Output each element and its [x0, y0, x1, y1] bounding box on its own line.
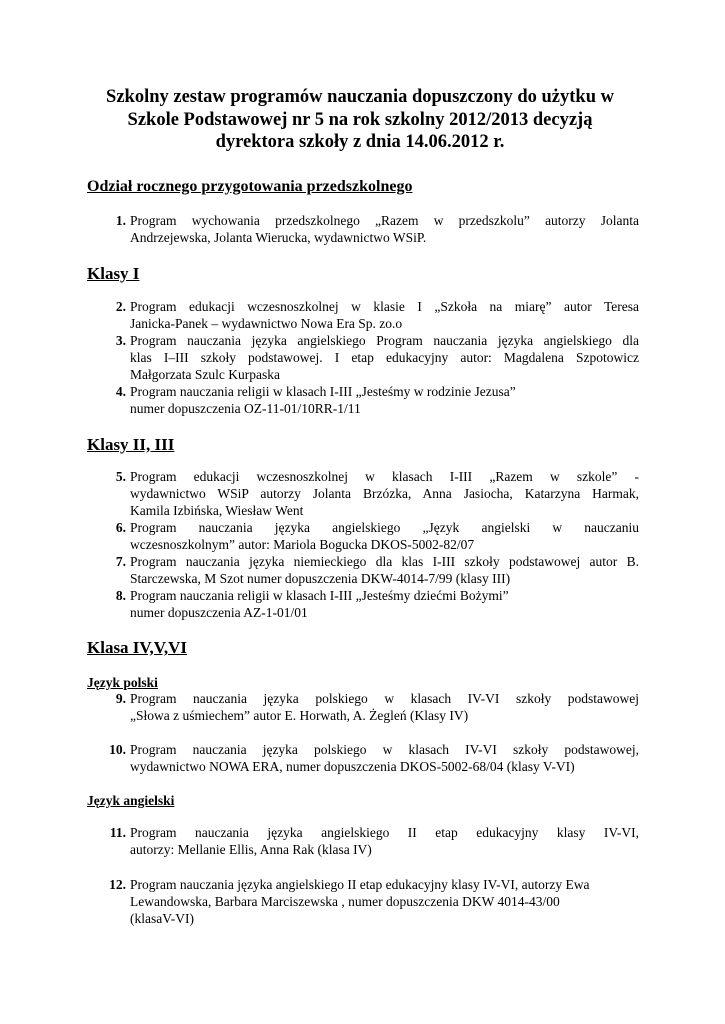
item-line: Program nauczania języka angielskiego II etap edukacyjny klasy IV-VI, autorzy Ewa — [130, 877, 590, 892]
section-heading-preschool: Odział rocznego przygotowania przedszkolnego — [87, 178, 413, 195]
item-line: (klasaV-VI) — [130, 911, 194, 927]
title-line-3: dyrektora szkoły z dnia 14.06.2012 r. — [215, 132, 505, 152]
list-item — [102, 519, 639, 553]
list-item — [102, 468, 639, 520]
list-item — [102, 741, 639, 775]
title-line-1: Szkolny zestaw programów nauczania dopuszczony do użytku w — [106, 87, 614, 107]
item-number: 2. — [115, 299, 126, 314]
item-line: Kamila Izbińska, Wiesław Went — [130, 503, 304, 519]
item-number: 5. — [115, 469, 126, 484]
item-number: 6. — [115, 520, 126, 535]
item-line: wydawnictwo NOWA ERA, numer dopuszczenia DKOS-5002-68/04 (klasy V-VI) — [130, 759, 575, 775]
subsection-heading-jezyk-polski: Język polski — [87, 675, 158, 690]
subsection-heading-jezyk-angielski: Język angielski — [87, 793, 175, 808]
item-number: 4. — [115, 384, 126, 399]
item-line: Lewandowska, Barbara Marciszewska , numer dopuszczenia DKW 4014-43/00 — [130, 894, 560, 910]
item-line: wydawnictwo WSiP autorzy Jolanta Brzózka, Anna Jasiocha, Katarzyna Harmak, — [130, 486, 639, 502]
item-number: 7. — [115, 554, 126, 569]
list-item — [102, 553, 639, 587]
section-heading-klasy-i: Klasy I — [87, 264, 140, 283]
item-line: Janicka-Panek – wydawnictwo Nowa Era Sp. zo.o — [130, 316, 403, 332]
item-number: 10. — [109, 742, 126, 757]
list-item — [102, 212, 639, 246]
item-line: Starczewska, M Szot numer dopuszczenia DKW-4014-7/99 (klasy III) — [130, 571, 511, 587]
document-title — [60, 86, 660, 154]
item-line: Andrzejewska, Jolanta Wierucka, wydawnictwo WSiP. — [130, 230, 427, 246]
item-line: numer dopuszczenia OZ-11-01/10RR-1/11 — [130, 401, 361, 417]
item-line: Program edukacji wczesnoszkolnej w klasie I „Szkoła na miarę” autor Teresa — [130, 299, 639, 314]
item-number: 12. — [109, 877, 126, 892]
item-line: Program wychowania przedszkolnego „Razem w przedszkolu” autorzy Jolanta — [130, 213, 639, 228]
item-line: „Słowa z uśmiechem” autor E. Horwath, A. Żegleń (Klasy IV) — [130, 708, 469, 724]
list-item — [102, 876, 639, 928]
list-item — [102, 587, 639, 621]
item-line: numer dopuszczenia AZ-1-01/01 — [130, 605, 308, 621]
item-line: wczesnoszkolnym” autor: Mariola Bogucka DKOS-5002-82/07 — [130, 537, 475, 553]
list-item — [102, 690, 639, 724]
item-number: 9. — [115, 691, 126, 706]
item-number: 11. — [109, 825, 126, 840]
item-line: Program nauczania religii w klasach I-III „Jesteśmy dziećmi Bożymi” — [130, 588, 509, 603]
item-number: 1. — [115, 213, 126, 228]
section-heading-klasa-iv-v-vi: Klasa IV,V,VI — [87, 638, 187, 657]
item-line: Program nauczania języka angielskiego „Język angielski w nauczaniu — [130, 520, 639, 535]
item-line: Program nauczania języka angielskiego Program nauczania języka angielskiego dla — [130, 333, 639, 348]
item-line: Program nauczania języka polskiego w klasach IV-VI szkoły podstawowej, — [130, 742, 639, 757]
item-line: Program nauczania języka angielskiego II etap edukacyjny klasy IV-VI, — [130, 825, 639, 840]
list-item — [102, 383, 639, 417]
list-item — [102, 824, 639, 858]
item-number: 3. — [115, 333, 126, 348]
list-item — [102, 332, 639, 384]
item-line: autorzy: Mellanie Ellis, Anna Rak (klasa IV) — [130, 842, 372, 858]
item-line: Program nauczania języka polskiego w klasach IV-VI szkoły podstawowej — [130, 691, 639, 706]
item-line: klas I–III szkoły podstawowej. I etap edukacyjny autor: Magdalena Szpotowicz — [130, 350, 639, 366]
item-line: Program nauczania języka niemieckiego dla klas I-III szkoły podstawowej autor B. — [130, 554, 639, 569]
title-line-2: Szkole Podstawowej nr 5 na rok szkolny 2012/2013 decyzją — [127, 109, 593, 130]
section-heading-klasy-ii-iii: Klasy II, III — [87, 435, 175, 454]
item-line: Program edukacji wczesnoszkolnej w klasach I-III „Razem w szkole” - — [130, 469, 639, 484]
list-item — [102, 298, 639, 332]
item-line: Program nauczania religii w klasach I-III „Jesteśmy w rodzinie Jezusa” — [130, 384, 516, 399]
item-number: 8. — [115, 588, 126, 603]
item-line: Małgorzata Szulc Kurpaska — [130, 367, 280, 383]
